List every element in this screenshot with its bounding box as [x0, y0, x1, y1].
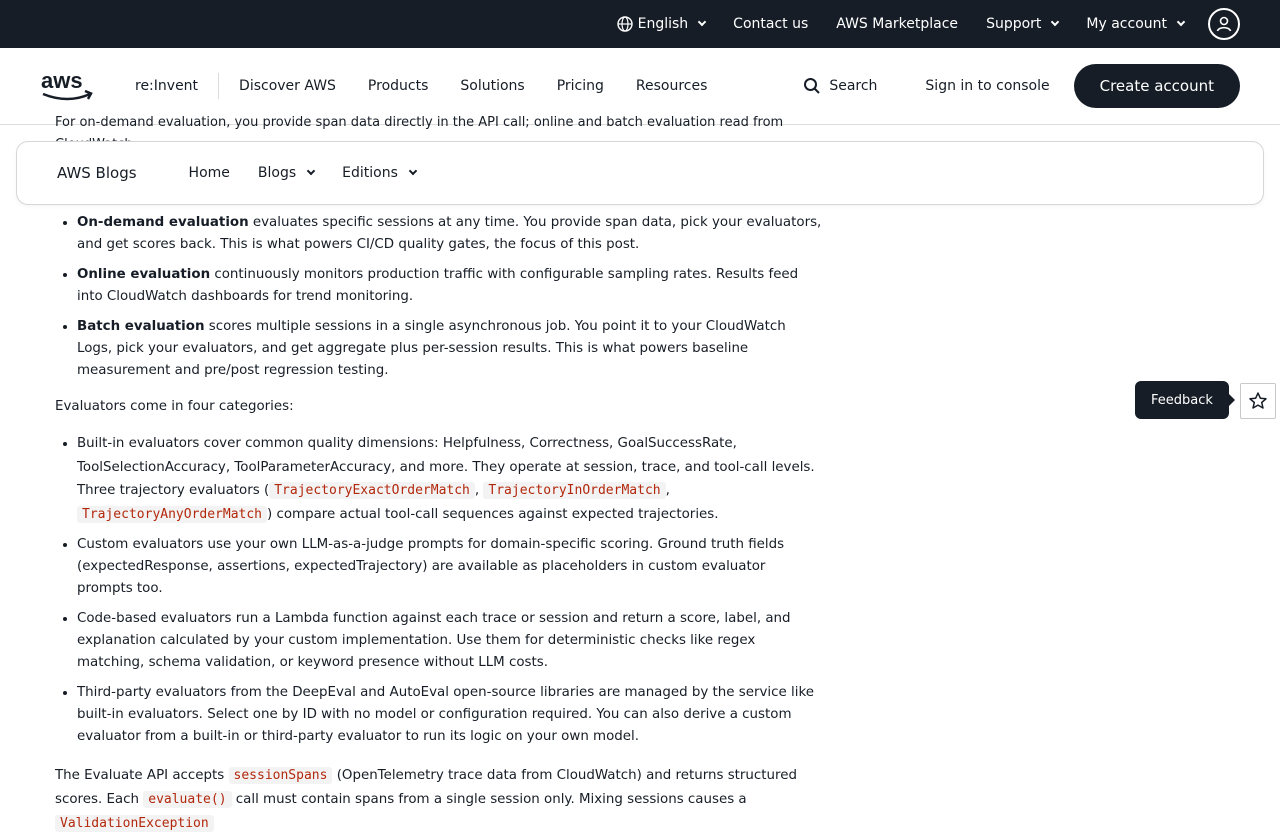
evaluator-categories-list	[55, 432, 825, 748]
language-selector[interactable]	[617, 16, 706, 32]
chevron-down-icon	[1177, 18, 1185, 26]
contact-link[interactable]: Contact us	[733, 16, 809, 32]
search-icon	[803, 77, 821, 95]
feedback-tooltip: Feedback	[1135, 381, 1229, 419]
list-item: • Code-based evaluators run a Lambda function against each trace or session and return a score, label, and explanation calculated by your custom implementation. Use them for deterministic checks like regex matching, schema validation, or keyword presence without LLM costs.	[77, 608, 825, 674]
inline-code: TrajectoryExactOrderMatch	[269, 482, 475, 499]
search-label: Search	[829, 78, 878, 94]
editions-label: Editions	[342, 165, 398, 181]
globe-icon	[617, 16, 633, 32]
account-label: My account	[1086, 16, 1167, 32]
list-item: • Custom evaluators use your own LLM-as-a-judge prompts for domain-specific scoring. Ground truth fields (expectedResponse, assertions, expectedTrajectory) are available as placeholders in custom evaluator prompts too.	[77, 534, 825, 600]
list-item	[77, 212, 825, 256]
separator: ,	[665, 483, 670, 498]
search-button[interactable]	[803, 77, 877, 95]
blogs-title[interactable]: AWS Blogs	[57, 164, 137, 182]
chevron-down-icon	[698, 18, 706, 26]
inline-code: TrajectoryAnyOrderMatch	[77, 506, 267, 523]
nav-resources[interactable]: Resources	[635, 78, 708, 94]
chevron-down-icon	[307, 167, 315, 175]
nav-discover[interactable]: Discover AWS	[239, 78, 336, 94]
api-text-3: call must contain spans from a single session only. Mixing sessions causes a	[231, 792, 747, 807]
support-menu[interactable]	[986, 16, 1058, 32]
evaluators-intro: Evaluators come in four categories:	[55, 399, 294, 414]
list-item: • Third-party evaluators from the DeepEval and AutoEval open-source libraries are managed by the service like built-in evaluators. Select one by ID with no model or configuration required. You can also derive a custom evaluator from a built-in or third-party evaluator to run its logic on your own model.	[77, 682, 825, 748]
list-item	[77, 432, 825, 526]
list-item-term: Online evaluation	[77, 267, 211, 282]
chevron-down-icon	[1051, 18, 1059, 26]
marketplace-link[interactable]: AWS Marketplace	[836, 16, 959, 32]
list-item	[77, 264, 825, 308]
support-label: Support	[986, 16, 1042, 32]
nav-products[interactable]: Products	[367, 78, 429, 94]
blogs-menu[interactable]	[258, 165, 314, 181]
list-item-term: On-demand evaluation	[77, 215, 249, 230]
feedback-button[interactable]	[1240, 383, 1276, 419]
inline-code: TrajectoryInOrderMatch	[483, 482, 665, 499]
blogs-home-link[interactable]: Home	[188, 165, 230, 181]
list-item-term: Batch evaluation	[77, 319, 205, 334]
star-icon	[1248, 391, 1268, 411]
article-body	[55, 212, 825, 836]
list-item	[77, 316, 825, 382]
builtin-text-2: ) compare actual tool-call sequences against expected trajectories.	[267, 506, 719, 522]
language-label: English	[637, 16, 689, 32]
aws-logo-icon[interactable]	[40, 68, 96, 104]
list-item-text: evaluates specific sessions at any time. You provide span data, pick your evaluators, and get scores back. This is what powers CI/CD quality gates, the focus of this post.	[77, 215, 822, 252]
builtin-text-1: Built-in evaluators cover common quality dimensions: Helpfulness, Correctness, GoalSuccessRate, ToolSelectionAccuracy, ToolParameterAccuracy, and more. They operate at session, trace, and tool-call levels. Three trajectory evaluators (	[77, 436, 815, 498]
nav-right-group	[803, 64, 1240, 108]
create-account-button[interactable]: Create account	[1074, 64, 1240, 108]
hidden-paragraph: For on-demand evaluation, you provide span data directly in the API call; online and batch evaluation read from	[55, 115, 784, 130]
sign-in-link[interactable]: Sign in to console	[925, 78, 1050, 94]
blogs-subnav	[16, 141, 1264, 205]
account-menu[interactable]	[1086, 16, 1184, 32]
list-item-text: continuously monitors production traffic with configurable sampling rates. Results feed into CloudWatch dashboards for trend monitoring.	[77, 267, 799, 304]
inline-code: evaluate()	[143, 791, 231, 808]
api-text-1: The Evaluate API accepts	[55, 768, 229, 783]
editions-menu[interactable]	[342, 165, 416, 181]
nav-solutions[interactable]: Solutions	[460, 78, 525, 94]
nav-reinvent[interactable]: re:Invent	[135, 73, 219, 99]
user-icon[interactable]	[1208, 8, 1240, 40]
api-paragraph	[55, 764, 825, 836]
chevron-down-icon	[409, 167, 417, 175]
api-text-2: (OpenTelemetry trace data from CloudWatch) and returns structured scores. Each	[55, 768, 797, 807]
svg-text:aws: aws	[41, 68, 83, 93]
evaluation-modes-list	[55, 212, 825, 382]
utility-bar	[0, 0, 1280, 48]
inline-code: sessionSpans	[229, 767, 333, 784]
nav-pricing[interactable]: Pricing	[556, 78, 604, 94]
blogs-label: Blogs	[257, 165, 297, 181]
list-item-text: scores multiple sessions in a single asynchronous job. You point it to your CloudWatch Logs, pick your evaluators, and get aggregate plus per-session results. This is what powers baseline measurement and pre/post regression testing.	[77, 319, 786, 378]
separator: ,	[474, 483, 484, 498]
inline-code: ValidationException	[55, 815, 214, 832]
